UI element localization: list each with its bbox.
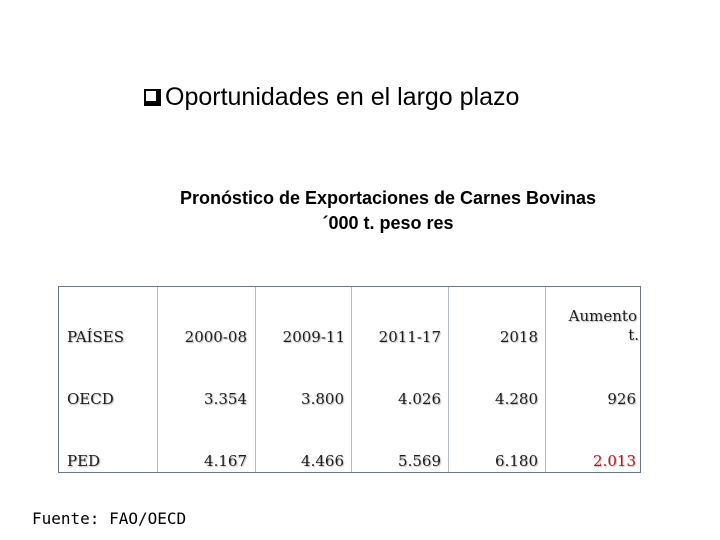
table-title <box>150 186 626 236</box>
source-note: Fuente: FAO/OECD <box>32 509 187 528</box>
column-divider <box>448 287 449 472</box>
header-2018: 2018 <box>499 328 538 346</box>
table-title-line1: Pronóstico de Exportaciones de Carnes Bovinas <box>179 188 597 208</box>
row-ped-2009-11: 4.466 <box>301 452 344 470</box>
table-title-line2: ´000 t. peso res <box>322 213 454 233</box>
slide-heading-text: Oportunidades en el largo plazo <box>165 83 520 111</box>
row-oecd-aumento: 926 <box>607 390 636 408</box>
header-aumento: Aumento <box>568 307 637 325</box>
row-oecd-country: OECD <box>67 390 114 408</box>
row-oecd-2009-11: 3.800 <box>301 390 344 408</box>
row-oecd-2018: 4.280 <box>495 390 538 408</box>
column-divider <box>157 287 158 472</box>
header-2011-17: 2011-17 <box>378 328 441 346</box>
column-divider <box>351 287 352 472</box>
column-divider <box>255 287 256 472</box>
checkbox-bullet-icon <box>144 89 161 106</box>
header-2009-11: 2009-11 <box>282 328 345 346</box>
row-ped-country: PED <box>67 452 101 470</box>
header-2000-08: 2000-08 <box>184 328 247 346</box>
row-oecd-2000-08: 3.354 <box>204 390 247 408</box>
row-ped-2018: 6.180 <box>495 452 538 470</box>
row-oecd-2011-17: 4.026 <box>398 390 441 408</box>
column-divider <box>545 287 546 472</box>
exports-table <box>58 286 641 473</box>
row-ped-aumento: 2.013 <box>593 452 636 470</box>
header-paises: PAÍSES <box>67 328 124 346</box>
row-ped-2000-08: 4.167 <box>204 452 247 470</box>
header-aumento-unit: t. <box>628 326 639 344</box>
row-ped-2011-17: 5.569 <box>398 452 441 470</box>
slide-heading <box>144 83 519 112</box>
